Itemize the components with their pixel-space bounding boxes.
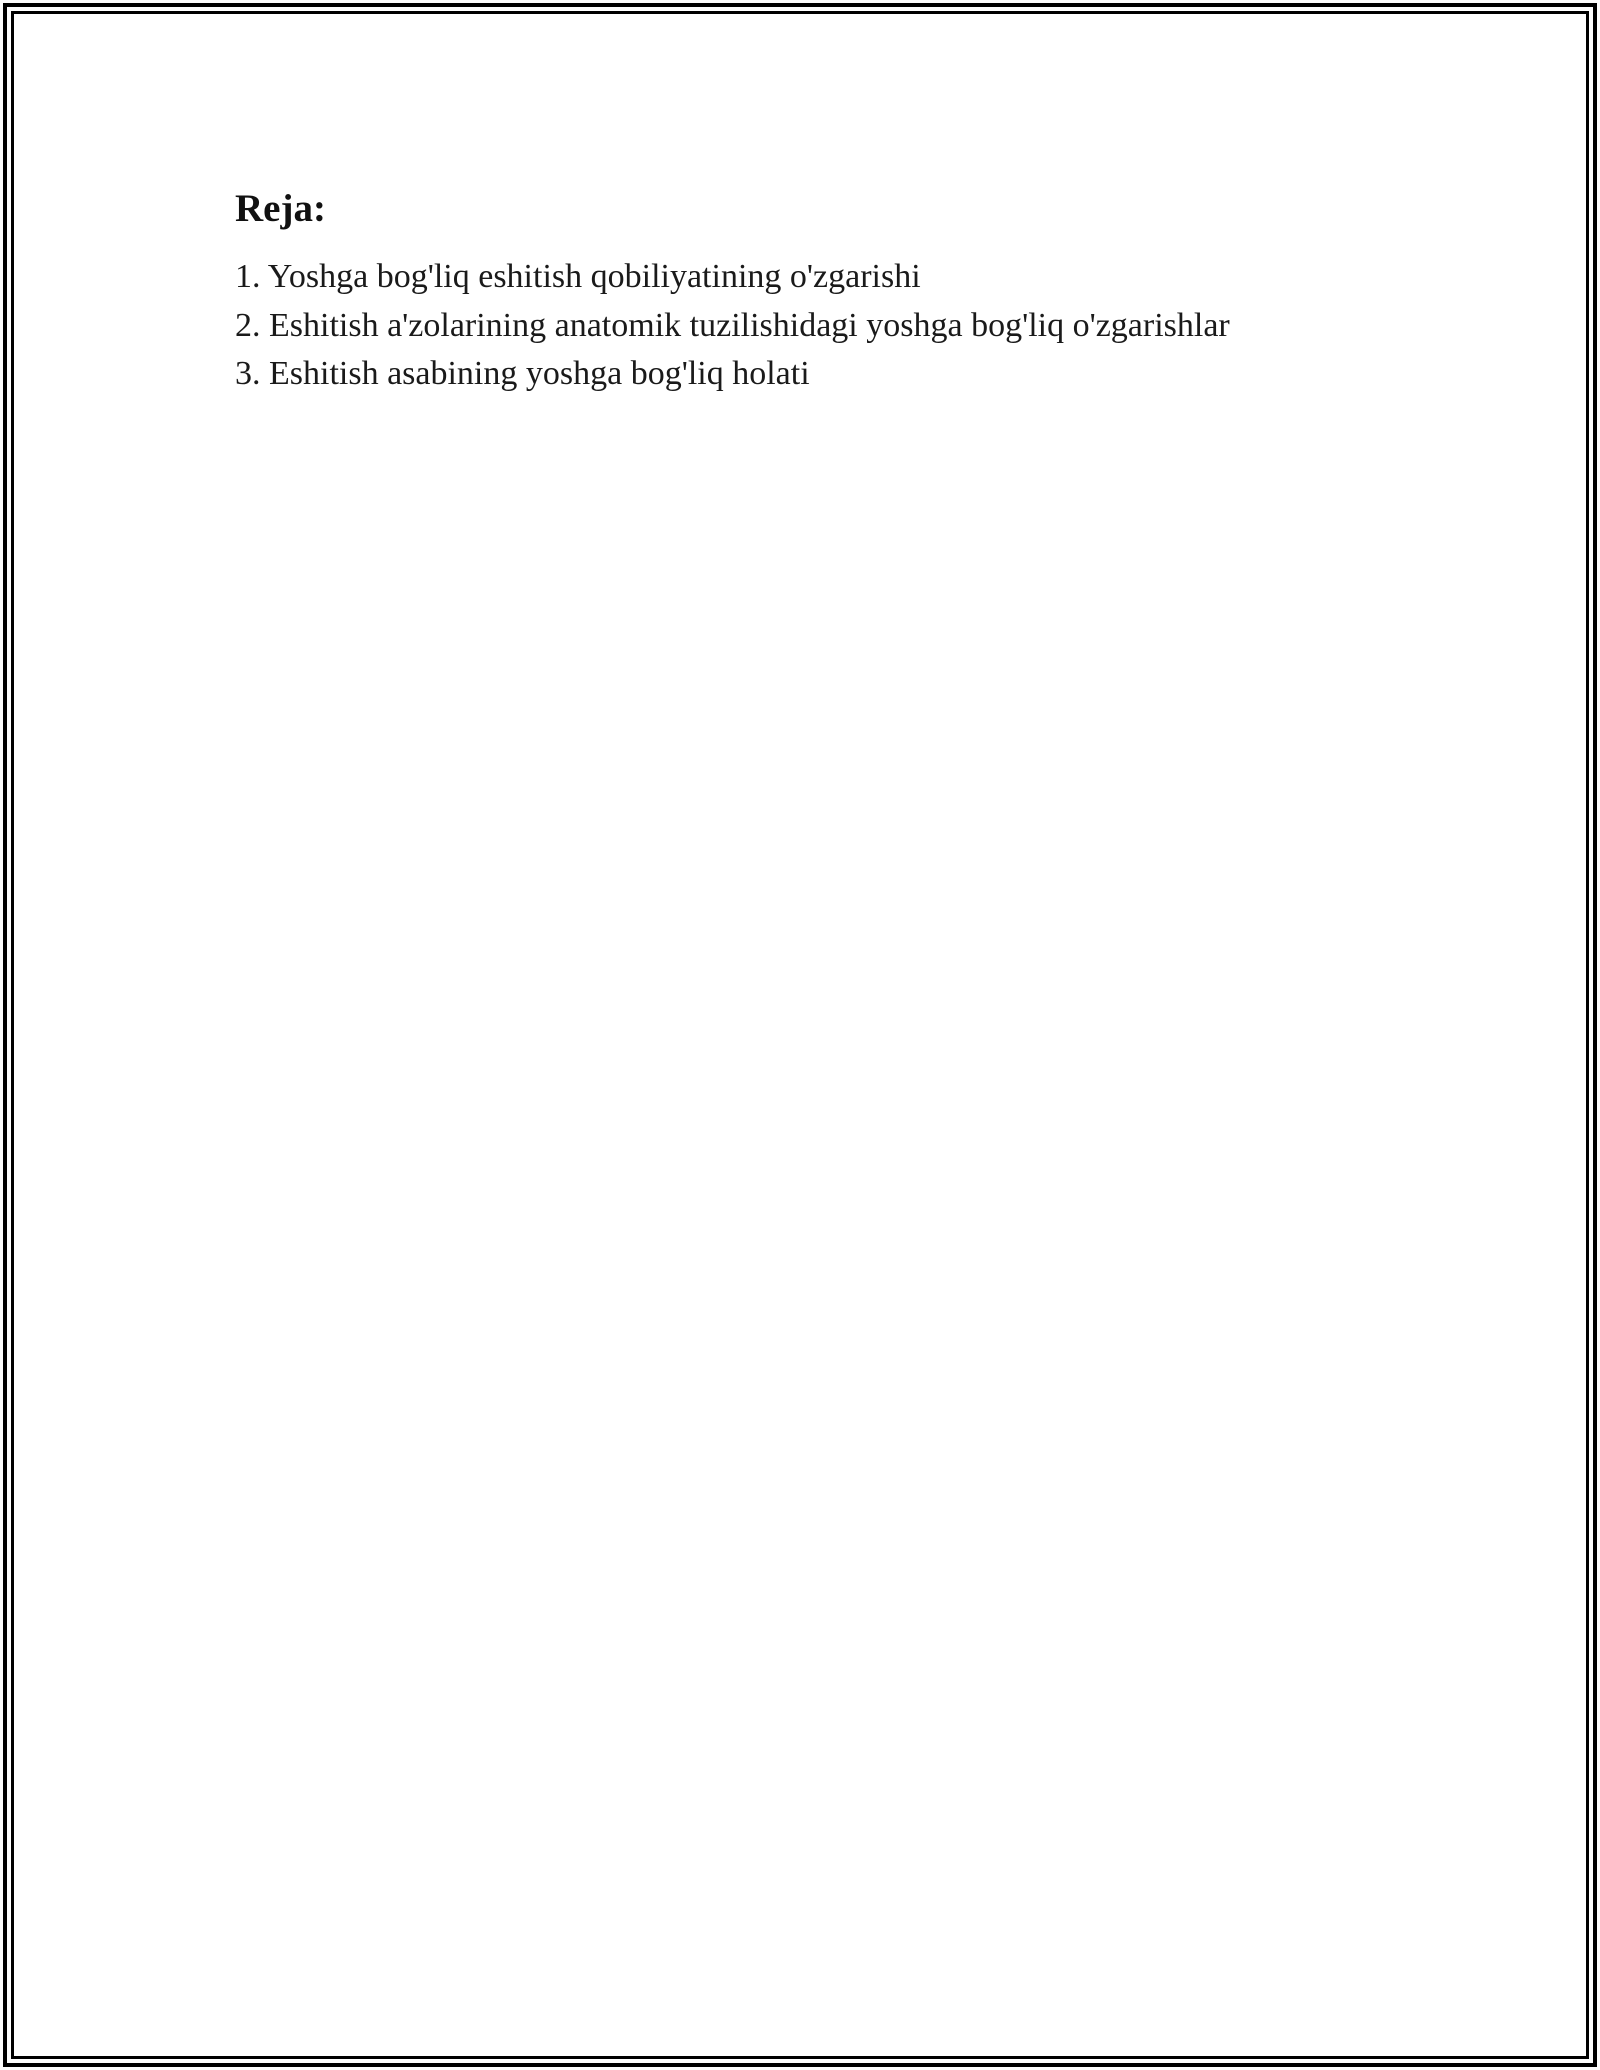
plan-item-3: 3. Eshitish asabining yoshga bog'liq holati — [235, 355, 810, 392]
plan-item-2: 2. Eshitish a'zolarining anatomik tuzilishidagi yoshga bog'liq o'zgarishlar — [235, 306, 1230, 344]
plan-item-1: 1. Yoshga bog'liq eshitish qobiliyatining o'zgarishi — [235, 258, 921, 295]
plan-heading: Reja: — [235, 187, 326, 230]
plan-list — [235, 253, 1385, 399]
document-body — [235, 185, 1385, 399]
